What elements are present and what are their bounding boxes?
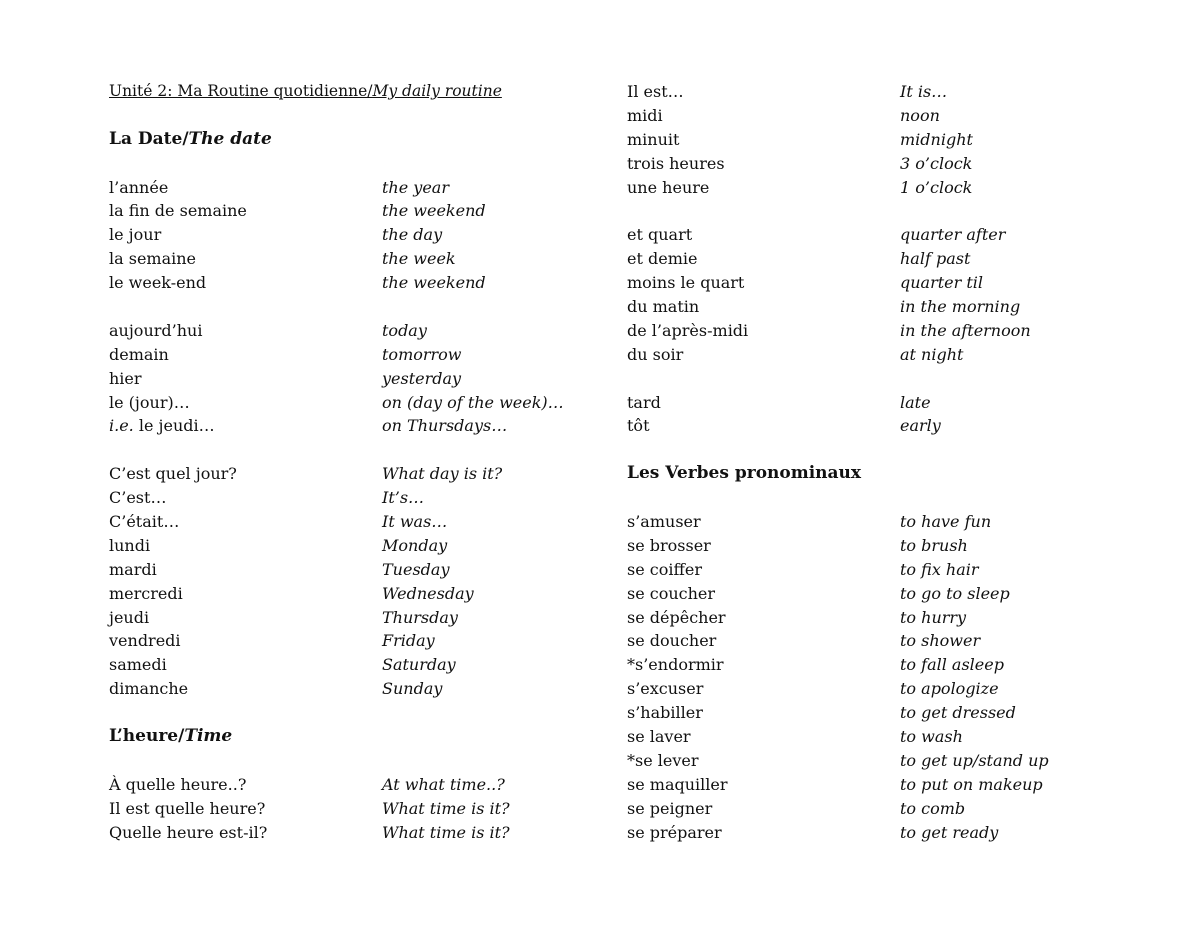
english-translation: to apologize (900, 679, 999, 699)
vocab-row (109, 462, 579, 486)
english-translation: at night (900, 344, 964, 364)
english-translation: on Thursdays… (382, 416, 508, 436)
heading-french: Les Verbes pronominaux (627, 463, 862, 484)
english-translation: to hurry (900, 607, 967, 627)
french-term (109, 821, 267, 845)
french-term-text: *se lever (627, 750, 699, 770)
french-term-text: s’excuser (627, 679, 704, 699)
vocab-row (109, 367, 579, 391)
english-translation: to wash (900, 727, 963, 747)
section-heading (627, 462, 1167, 486)
french-term-text: À quelle heure..? (109, 774, 247, 794)
vocab-row (627, 534, 1167, 558)
french-term-text: mercredi (109, 583, 183, 603)
title-french: Unité 2: Ma Routine quotidienne/ (109, 82, 373, 100)
french-term-text: samedi (109, 655, 167, 675)
spacer (627, 367, 1167, 391)
vocab-row (627, 677, 1167, 701)
english-translation: Wednesday (382, 583, 474, 603)
french-term (627, 319, 748, 343)
french-term (109, 176, 168, 200)
vocab-row (627, 510, 1167, 534)
vocab-row (627, 582, 1167, 606)
french-term-text: le jour (109, 225, 162, 245)
french-term-text: demain (109, 344, 169, 364)
vocab-row (109, 247, 579, 271)
vocab-row (109, 653, 579, 677)
heading-english: The date (188, 128, 272, 149)
french-term (627, 80, 684, 104)
vocab-row (627, 176, 1167, 200)
vocab-row (109, 677, 579, 701)
english-translation: Monday (382, 535, 448, 555)
french-term (627, 510, 701, 534)
vocab-row (627, 558, 1167, 582)
heading-english: Time (184, 726, 233, 747)
vocab-row (109, 558, 579, 582)
vocab-row (627, 701, 1167, 725)
french-term (627, 343, 683, 367)
vocab-row (109, 821, 579, 845)
vocab-row (627, 152, 1167, 176)
french-term-text: jeudi (109, 607, 150, 627)
french-term-text: et quart (627, 225, 693, 245)
french-term (627, 821, 722, 845)
french-term-text: s’amuser (627, 512, 701, 532)
vocab-row (627, 343, 1167, 367)
french-term (109, 797, 265, 821)
french-term-text: aujourd’hui (109, 320, 203, 340)
vocab-row (109, 223, 579, 247)
french-term-text: l’année (109, 177, 169, 197)
right-column (627, 80, 1167, 845)
french-term-text: mardi (109, 559, 157, 579)
vocab-row (109, 176, 579, 200)
french-term-text: dimanche (109, 679, 189, 699)
french-term-text: C’est quel jour? (109, 464, 237, 484)
spacer (109, 749, 579, 773)
spacer (627, 199, 1167, 223)
french-term-text: midi (627, 105, 663, 125)
french-term-text: se maquiller (627, 774, 728, 794)
english-translation: late (900, 392, 931, 412)
french-term-text: se doucher (627, 631, 717, 651)
english-translation: quarter after (900, 225, 1006, 245)
english-translation: the week (382, 249, 456, 269)
spacer (109, 104, 579, 128)
french-term-text: Il est… (627, 82, 684, 101)
french-term (627, 701, 703, 725)
french-term (109, 773, 246, 797)
french-term-text: se brosser (627, 535, 711, 555)
french-term (627, 653, 724, 677)
french-term-text: se dépêcher (627, 607, 726, 627)
french-term (627, 247, 697, 271)
english-translation: 1 o’clock (900, 177, 973, 197)
vocab-row (627, 749, 1167, 773)
spacer (109, 152, 579, 176)
vocab-row (627, 128, 1167, 152)
french-term-text: vendredi (109, 631, 181, 651)
english-translation: the weekend (382, 273, 486, 293)
french-term-text: hier (109, 368, 142, 388)
french-term (109, 367, 142, 391)
english-translation: the weekend (382, 201, 486, 221)
vocab-row (627, 223, 1167, 247)
french-term-text: tôt (627, 416, 650, 436)
vocab-row (109, 797, 579, 821)
vocab-row (627, 629, 1167, 653)
vocab-row (109, 343, 579, 367)
english-translation: quarter til (900, 273, 984, 293)
french-term (627, 582, 715, 606)
vocab-row (109, 606, 579, 630)
english-translation: to shower (900, 631, 981, 651)
vocab-row (109, 534, 579, 558)
spacer (109, 295, 579, 319)
vocab-row (109, 629, 579, 653)
vocab-row (627, 391, 1167, 415)
vocab-row (627, 653, 1167, 677)
vocab-row (627, 295, 1167, 319)
english-translation: to fall asleep (900, 655, 1004, 675)
spacer (627, 486, 1167, 510)
french-term-text: le jeudi… (133, 416, 215, 436)
french-term (627, 104, 663, 128)
french-term-text: la fin de semaine (109, 201, 247, 221)
french-term-text: du matin (627, 297, 700, 317)
english-translation: in the afternoon (900, 320, 1031, 340)
vocab-row (627, 104, 1167, 128)
french-term-text: le week-end (109, 273, 207, 293)
french-term (627, 176, 709, 200)
french-term-text: *s’endormir (627, 655, 724, 675)
french-term-text: se laver (627, 727, 691, 747)
vocab-row (109, 486, 579, 510)
french-term (109, 606, 149, 630)
english-translation: tomorrow (382, 344, 462, 364)
english-translation: Saturday (382, 655, 456, 675)
vocab-row (627, 606, 1167, 630)
vocab-row (109, 199, 579, 223)
english-translation: It was… (382, 512, 448, 532)
english-translation: early (900, 416, 941, 436)
french-term-text: se peigner (627, 798, 713, 818)
section-heading (109, 725, 579, 749)
english-translation: to get up/stand up (900, 750, 1049, 770)
french-term (627, 295, 699, 319)
english-translation: today (382, 320, 427, 340)
french-term (627, 128, 679, 152)
vocab-row (627, 319, 1167, 343)
vocab-row (109, 510, 579, 534)
vocab-row (627, 271, 1167, 295)
vocab-row (627, 414, 1167, 438)
english-translation: What time is it? (382, 798, 510, 818)
english-translation: It is… (900, 82, 948, 101)
english-translation: the day (382, 225, 443, 245)
french-term-text: le (jour)… (109, 392, 190, 412)
english-translation: to get ready (900, 822, 999, 842)
french-term (627, 223, 692, 247)
french-term-text: tard (627, 392, 661, 412)
french-term-text: Quelle heure est-il? (109, 822, 268, 842)
title-english: My daily routine (372, 82, 502, 100)
english-translation: to comb (900, 798, 966, 818)
french-term (627, 391, 661, 415)
french-term (109, 510, 179, 534)
english-translation: 3 o’clock (900, 153, 973, 173)
french-term (109, 319, 202, 343)
french-term (627, 773, 728, 797)
english-translation: to fix hair (900, 559, 979, 579)
vocab-row (627, 797, 1167, 821)
french-term-text: minuit (627, 129, 680, 149)
english-translation: Friday (382, 631, 435, 651)
english-translation: to have fun (900, 512, 992, 532)
french-term (627, 271, 744, 295)
french-term-text: moins le quart (627, 273, 745, 293)
vocab-row (627, 247, 1167, 271)
french-term (109, 677, 188, 701)
french-term (109, 343, 169, 367)
vocab-row (109, 582, 579, 606)
english-translation: noon (900, 105, 940, 125)
english-translation: What time is it? (382, 822, 510, 842)
heading-french: L’heure/ (109, 726, 185, 747)
french-term-text: C’est… (109, 488, 167, 508)
english-translation: At what time..? (382, 774, 505, 794)
english-translation: Tuesday (382, 559, 450, 579)
french-term-text: du soir (627, 344, 684, 364)
english-translation: the year (382, 177, 449, 197)
french-term (109, 391, 190, 415)
french-term (627, 629, 716, 653)
english-translation: on (day of the week)… (382, 392, 564, 412)
left-column (109, 80, 579, 845)
vocab-row (109, 414, 579, 438)
french-term (627, 749, 699, 773)
french-term-text: C’était… (109, 512, 180, 532)
french-term (109, 462, 237, 486)
spacer (627, 438, 1167, 462)
english-translation: to brush (900, 535, 968, 555)
english-translation: It’s… (382, 488, 425, 508)
french-term-text: Il est quelle heure? (109, 798, 266, 818)
english-translation: Sunday (382, 679, 443, 699)
french-term (109, 653, 167, 677)
french-term (627, 558, 702, 582)
english-translation: in the morning (900, 297, 1021, 317)
french-term-text: et demie (627, 249, 698, 269)
french-term (627, 677, 703, 701)
english-translation: midnight (900, 129, 973, 149)
french-term-text: s’habiller (627, 703, 703, 723)
english-translation: yesterday (382, 368, 462, 388)
french-term (109, 534, 150, 558)
french-term (109, 199, 247, 223)
french-term-text: se préparer (627, 822, 722, 842)
french-term (109, 271, 206, 295)
vocab-row (627, 725, 1167, 749)
french-term-text: une heure (627, 177, 710, 197)
vocab-row (627, 773, 1167, 797)
french-term (627, 414, 650, 438)
spacer (109, 438, 579, 462)
french-term (109, 414, 215, 438)
french-term-text: la semaine (109, 249, 197, 269)
french-term (627, 606, 726, 630)
french-term-text: lundi (109, 535, 151, 555)
french-term (109, 629, 181, 653)
spacer (109, 701, 579, 725)
french-term (109, 558, 157, 582)
french-term (109, 486, 166, 510)
french-term (627, 797, 712, 821)
vocab-row (627, 80, 1167, 104)
english-translation: half past (900, 249, 971, 269)
french-term-prefix: i.e. (109, 416, 134, 436)
french-term (109, 223, 161, 247)
french-term-text: se coucher (627, 583, 716, 603)
heading-french: La Date/ (109, 128, 189, 149)
vocab-row (627, 821, 1167, 845)
french-term-text: de l’après-midi (627, 320, 749, 340)
vocab-row (109, 271, 579, 295)
french-term (109, 582, 183, 606)
vocab-row (109, 773, 579, 797)
page-title (109, 80, 579, 104)
french-term (627, 725, 691, 749)
french-term (109, 247, 196, 271)
english-translation: to get dressed (900, 703, 1016, 723)
vocab-row (109, 391, 579, 415)
english-translation: to go to sleep (900, 583, 1010, 603)
section-heading (109, 128, 579, 152)
french-term-text: trois heures (627, 153, 725, 173)
english-translation: to put on makeup (900, 774, 1043, 794)
french-term-text: se coiffer (627, 559, 702, 579)
french-term (627, 152, 725, 176)
french-term (627, 534, 711, 558)
vocab-row (109, 319, 579, 343)
english-translation: Thursday (382, 607, 458, 627)
english-translation: What day is it? (382, 464, 503, 484)
